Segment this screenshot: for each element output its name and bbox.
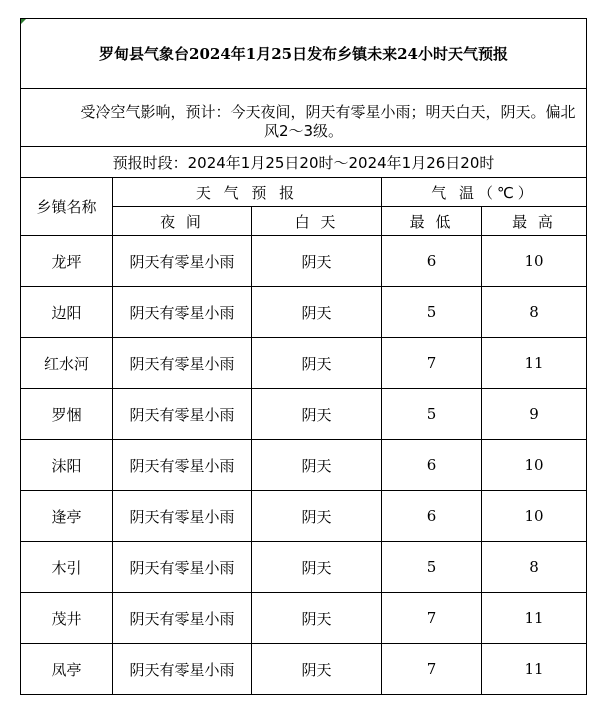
header-low: 最 低 xyxy=(382,207,482,236)
night-weather: 阴天有零星小雨 xyxy=(113,491,252,542)
night-weather: 阴天有零星小雨 xyxy=(113,338,252,389)
day-weather: 阴天 xyxy=(252,236,382,287)
header-weather-forecast: 天 气 预 报 xyxy=(113,178,382,207)
table-row xyxy=(21,236,587,287)
night-weather: 阴天有零星小雨 xyxy=(113,287,252,338)
night-weather: 阴天有零星小雨 xyxy=(113,389,252,440)
high-temperature: 8 xyxy=(482,287,587,338)
town-name: 茂井 xyxy=(21,593,113,644)
forecast-table xyxy=(20,18,587,695)
day-weather: 阴天 xyxy=(252,542,382,593)
day-weather: 阴天 xyxy=(252,440,382,491)
forecast-period: 预报时段：2024年1月25日20时～2024年1月26日20时 xyxy=(21,147,587,178)
forecast-summary: 受冷空气影响，预计：今天夜间，阴天有零星小雨；明天白天，阴天。偏北风2～3级。 xyxy=(80,102,576,140)
high-temperature: 11 xyxy=(482,338,587,389)
cell-corner-mark-icon xyxy=(21,19,26,24)
low-temperature: 7 xyxy=(382,593,482,644)
day-weather: 阴天 xyxy=(252,338,382,389)
low-temperature: 5 xyxy=(382,389,482,440)
table-row xyxy=(21,440,587,491)
low-temperature: 5 xyxy=(382,542,482,593)
night-weather: 阴天有零星小雨 xyxy=(113,440,252,491)
table-row xyxy=(21,644,587,695)
table-row xyxy=(21,491,587,542)
high-temperature: 10 xyxy=(482,491,587,542)
high-temperature: 10 xyxy=(482,236,587,287)
header-night: 夜 间 xyxy=(113,207,252,236)
low-temperature: 7 xyxy=(382,644,482,695)
header-row-1 xyxy=(21,178,587,207)
low-temperature: 6 xyxy=(382,440,482,491)
town-name: 木引 xyxy=(21,542,113,593)
high-temperature: 11 xyxy=(482,593,587,644)
day-weather: 阴天 xyxy=(252,287,382,338)
day-weather: 阴天 xyxy=(252,389,382,440)
day-weather: 阴天 xyxy=(252,491,382,542)
night-weather: 阴天有零星小雨 xyxy=(113,593,252,644)
low-temperature: 6 xyxy=(382,491,482,542)
night-weather: 阴天有零星小雨 xyxy=(113,542,252,593)
low-temperature: 6 xyxy=(382,236,482,287)
high-temperature: 10 xyxy=(482,440,587,491)
night-weather: 阴天有零星小雨 xyxy=(113,236,252,287)
town-name: 罗悃 xyxy=(21,389,113,440)
town-name: 龙坪 xyxy=(21,236,113,287)
town-name: 边阳 xyxy=(21,287,113,338)
low-temperature: 5 xyxy=(382,287,482,338)
night-weather: 阴天有零星小雨 xyxy=(113,644,252,695)
forecast-title-cell xyxy=(21,19,587,89)
low-temperature: 7 xyxy=(382,338,482,389)
table-row xyxy=(21,542,587,593)
day-weather: 阴天 xyxy=(252,593,382,644)
table-row xyxy=(21,338,587,389)
header-temperature: 气 温（℃） xyxy=(382,178,587,207)
header-high: 最 高 xyxy=(482,207,587,236)
town-name: 凤亭 xyxy=(21,644,113,695)
header-town-name: 乡镇名称 xyxy=(21,178,113,236)
table-row xyxy=(21,287,587,338)
summary-cell xyxy=(21,89,587,147)
forecast-sheet xyxy=(20,18,586,695)
day-weather: 阴天 xyxy=(252,644,382,695)
period-row xyxy=(21,147,587,178)
high-temperature: 8 xyxy=(482,542,587,593)
table-row xyxy=(21,593,587,644)
town-name: 逢亭 xyxy=(21,491,113,542)
high-temperature: 11 xyxy=(482,644,587,695)
forecast-title: 罗甸县气象台2024年1月25日发布乡镇未来24小时天气预报 xyxy=(99,45,508,63)
high-temperature: 9 xyxy=(482,389,587,440)
header-day: 白 天 xyxy=(252,207,382,236)
title-row xyxy=(21,19,587,89)
summary-row xyxy=(21,89,587,147)
table-row xyxy=(21,389,587,440)
town-name: 红水河 xyxy=(21,338,113,389)
town-name: 沫阳 xyxy=(21,440,113,491)
